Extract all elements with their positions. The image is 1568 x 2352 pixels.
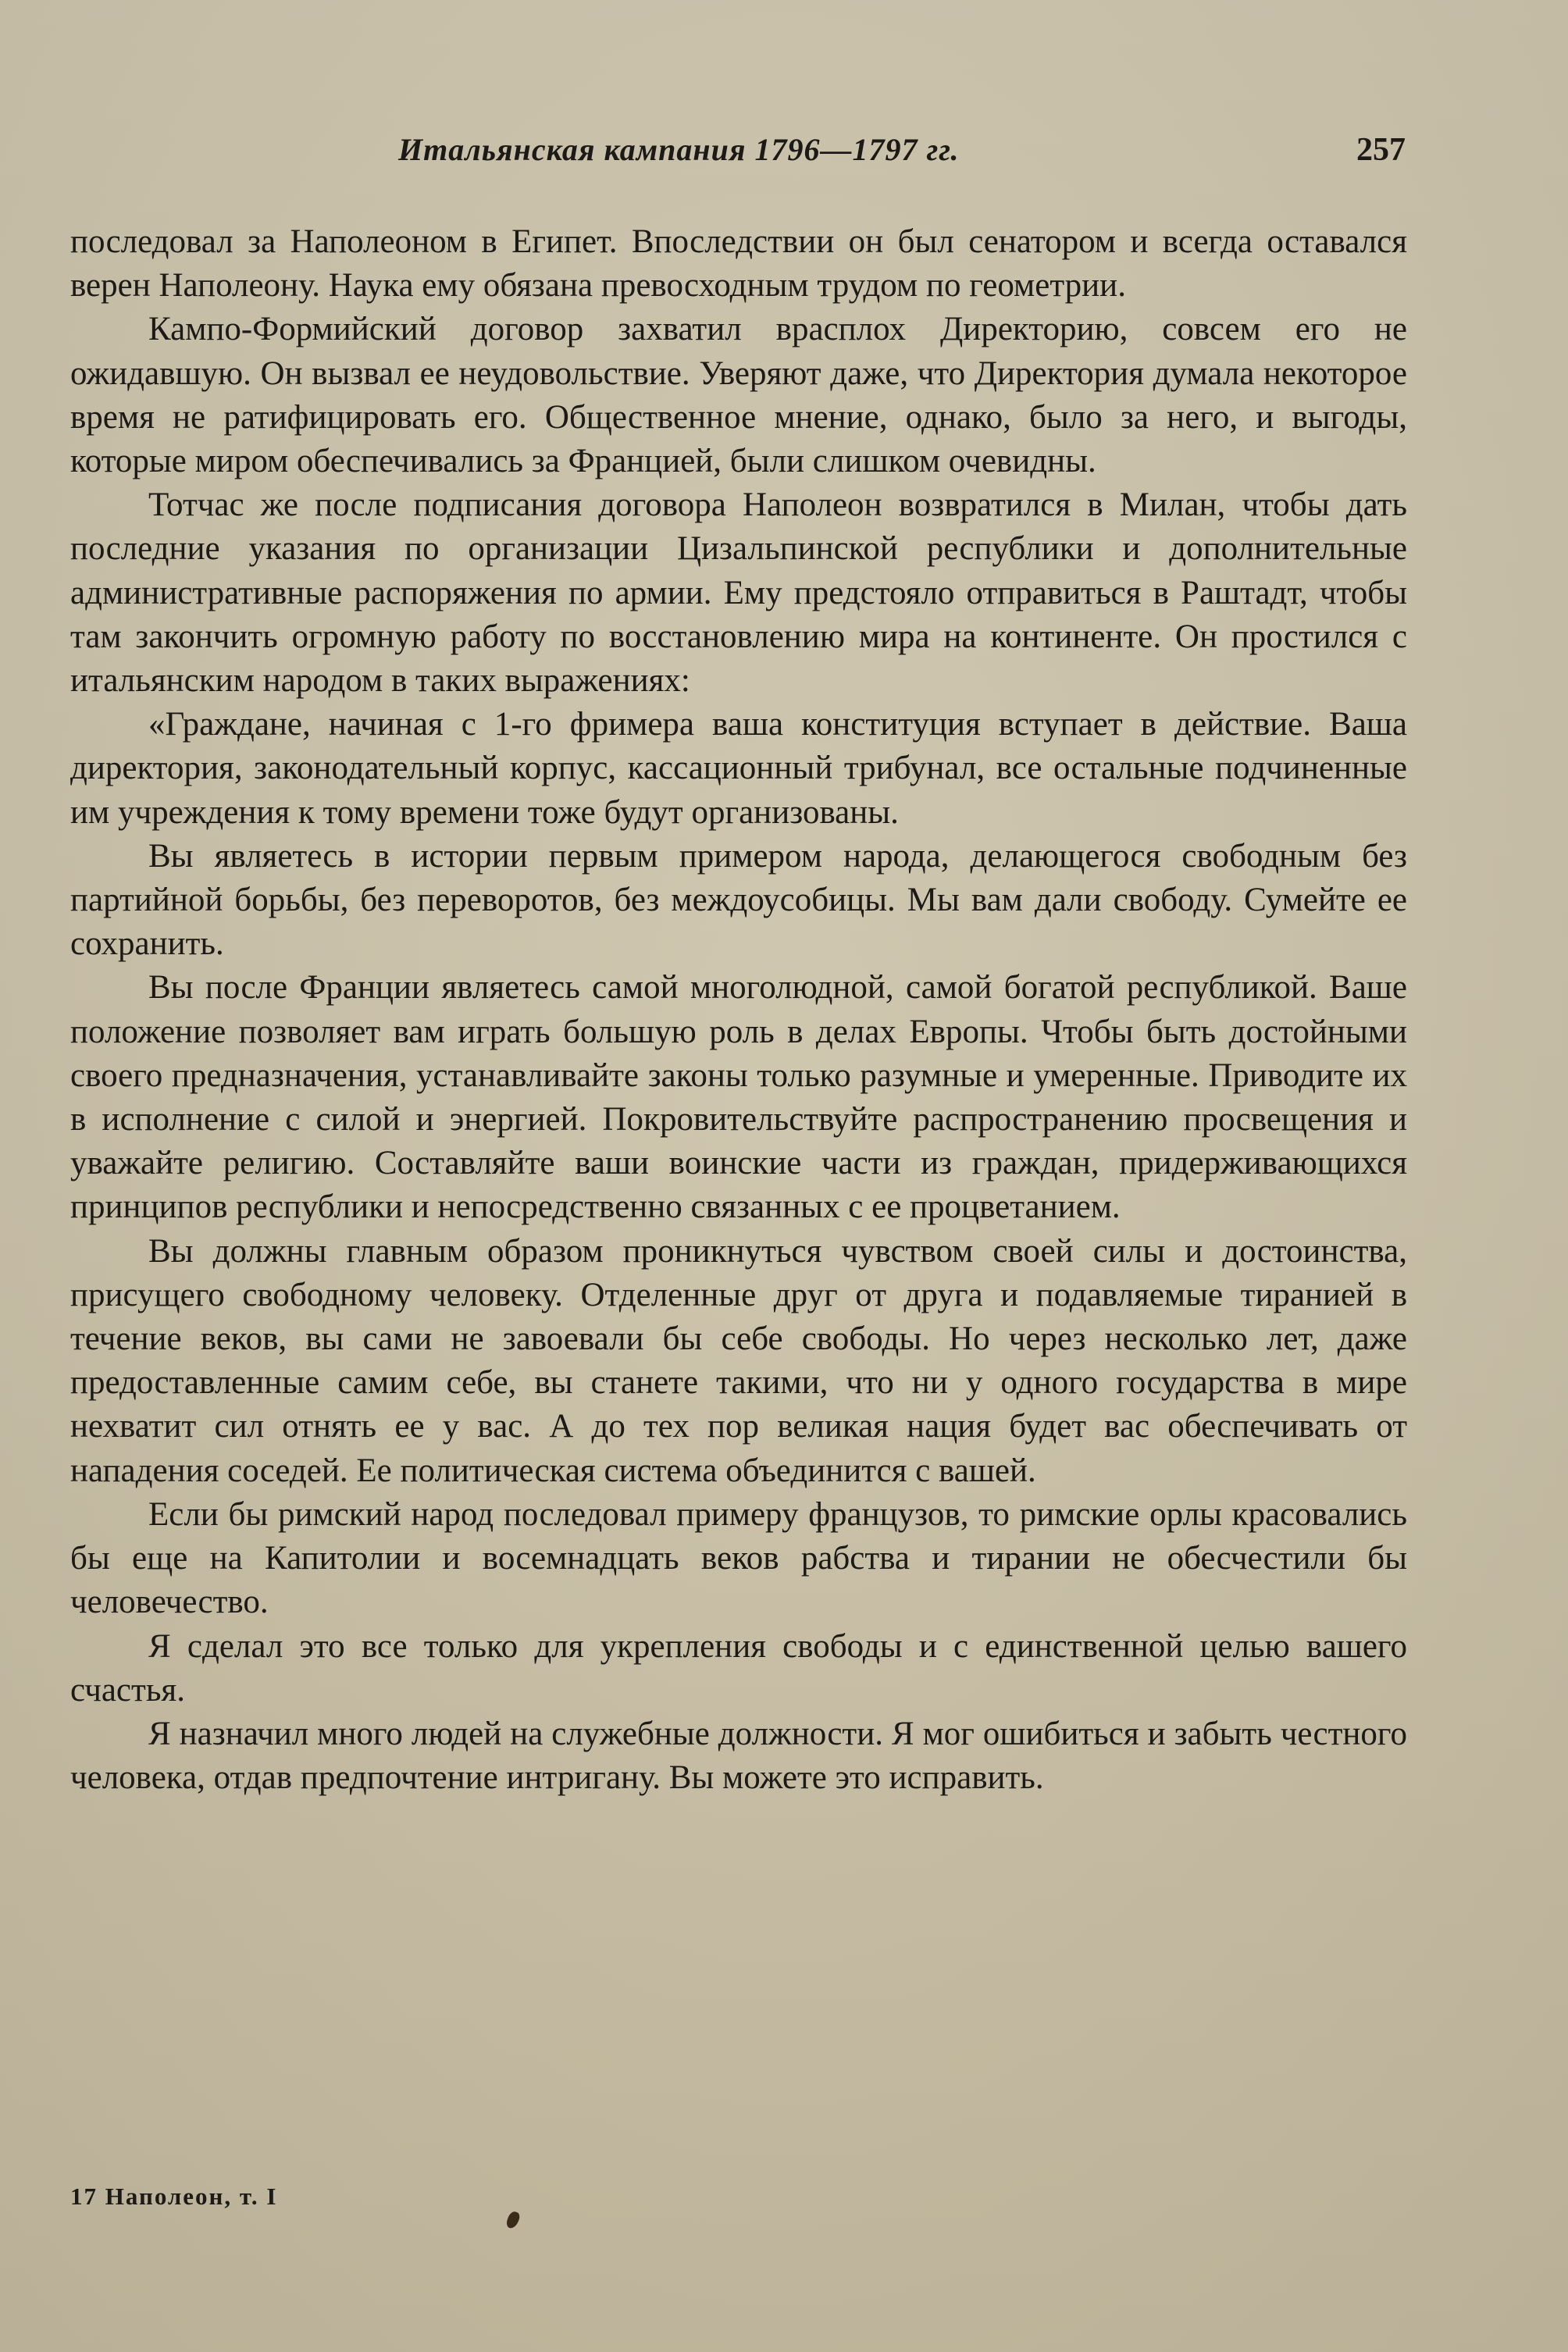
running-title: Итальянская кампания 1796—1797 гг. [398,132,960,167]
page-number: 257 [1356,132,1406,168]
paragraph: Я назначил много людей на служебные должности. Я мог ошибиться и забыть честного человека, отдав предпочтение интригану. Вы можете это исправить. [70,1715,1407,1797]
paragraph: Вы должны главным образом проникнуться чувством своей силы и достоинства, присущего свободному человеку. Отделенные друг от друга и подавляемые тиранией в течение веков, вы сами не завоевали бы себе свободы. Но через несколько лет, даже предоставленные самим себе, вы станете такими, что ни у одного государства в мире нехватит сил отнять ее у вас. А до тех пор великая нация будет вас обеспечивать от нападения соседей. Ее политическая система объединится с вашей. [70,1232,1407,1489]
body-text [70,220,1407,1800]
ink-spot [505,2210,522,2229]
paragraph: Кампо-Формийский договор захватил врасплох Директорию, совсем его не ожидавшую. Он вызвал ее неудовольствие. Уверяют даже, что Директория думала некоторое время не ратифицировать его. Общественное мнение, однако, было за него, и выгоды, которые миром обеспечивались за Францией, были слишком очевидны. [70,311,1407,480]
signature-mark: 17 Наполеон, т. I [70,2183,278,2210]
paragraph: Вы после Франции являетесь самой многолюдной, самой богатой республикой. Ваше положение позволяет вам играть большую роль в делах Европы. Чтобы быть достойными своего предназначения, устанавливайте законы только разумные и умеренные. Приводите их в исполнение с силой и энергией. Покровительствуйте распространению просвещения и уважайте религию. Составляйте ваши воинские части из граждан, придерживающихся принципов республики и непосредственно связанных с ее процветанием. [70,969,1407,1226]
paragraph: Если бы римский народ последовал примеру французов, то римские орлы красовались бы еще на Капитолии и восемнадцать веков рабства и тирании не обесчестили бы человечество. [70,1495,1407,1621]
paragraph: Тотчас же после подписания договора Наполеон возвратился в Милан, чтобы дать последние указания по организации Цизальпинской республики и дополнительные административные распоряжения по армии. Ему предстояло отправиться в Раштадт, чтобы там закончить огромную работу по восстановлению мира на континенте. Он простился с итальянским народом в таких выражениях: [70,486,1407,700]
paragraph: Вы являетесь в истории первым примером народа, делающегося свободным без партийной борьбы, без переворотов, без междоусобицы. Мы вам дали свободу. Сумейте ее сохранить. [70,837,1407,963]
running-head [70,131,1406,186]
paragraph: «Граждане, начиная с 1-го фримера ваша конституция вступает в действие. Ваша директория, законодательный корпус, кассационный трибунал, все остальные подчиненные им учреждения к тому времени тоже будут организованы. [70,706,1407,831]
paragraph: последовал за Наполеоном в Египет. Впоследствии он был сенатором и всегда оставался верен Наполеону. Наука ему обязана превосходным трудом по геометрии. [70,223,1407,305]
paragraph: Я сделал это все только для укрепления свободы и с единственной целью вашего счастья. [70,1627,1407,1709]
